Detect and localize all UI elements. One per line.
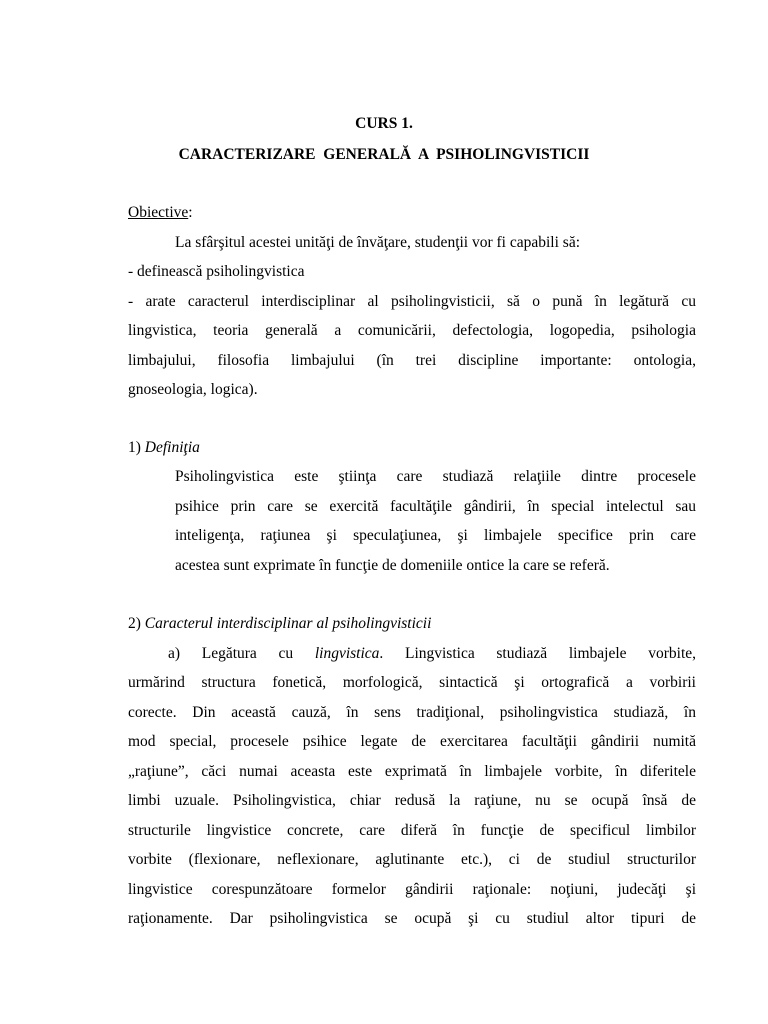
section-1-title: Definiţia <box>144 439 200 456</box>
document-title: CARACTERIZARE GENERALĂ A PSIHOLINGVISTICII <box>178 146 590 163</box>
objectives-intro: La sfârşitul acestei unităţi de învăţare, studenţii vor fi capabili să: <box>175 234 581 251</box>
subsection-a-prefix: a) Legătura cu <box>168 645 315 662</box>
subsection-a-rest: . Lingvistica studiază limbajele vorbite, <box>379 645 697 662</box>
body-line: mod special, procesele psihice legate de exercitarea facultăţii gândirii numită <box>128 733 696 750</box>
body-line: lingvistice corespunzătoare formelor gândirii raţionale: noţiuni, judecăţi şi <box>128 881 696 898</box>
section-1-number: 1) <box>128 439 145 456</box>
objective-item: gnoseologia, logica). <box>128 381 258 398</box>
objective-item: lingvistica, teoria generală a comunicării, defectologia, logopedia, psihologia <box>128 322 696 339</box>
objectives-colon: : <box>188 204 193 221</box>
definition-line: psihice prin care se exercită facultăţile gândirii, în special intelectul sau <box>175 498 696 515</box>
objective-item: limbajului, filosofia limbajului (în trei discipline importante: ontologia, <box>128 352 696 369</box>
section-2-title: Caracterul interdisciplinar al psiholingvisticii <box>144 615 432 632</box>
definition-line: acestea sunt exprimate în funcţie de domeniile ontice la care se referă. <box>175 557 610 574</box>
subsection-a-line <box>168 644 696 664</box>
section-1-heading <box>128 438 200 458</box>
body-line: vorbite (flexionare, neflexionare, aglutinante etc.), ci de studiul structurilor <box>128 851 696 868</box>
body-line: corecte. Din această cauză, în sens tradiţional, psiholingvistica studiază, în <box>128 704 696 721</box>
course-number: CURS 1. <box>355 115 413 132</box>
definition-line: inteligenţa, raţiunea şi speculaţiunea, şi limbajele specifice prin care <box>175 527 696 544</box>
body-line: urmărind structura fonetică, morfologică, sintactică şi ortografică a vorbirii <box>128 674 696 691</box>
definition-line: Psiholingvistica este ştiinţa care studiază relaţiile dintre procesele <box>175 468 696 485</box>
body-line: limbi uzuale. Psiholingvistica, chiar redusă la raţiune, nu se ocupă însă de <box>128 792 696 809</box>
body-line: structurile lingvistice concrete, care diferă în funcţie de specificul limbilor <box>128 822 696 839</box>
section-2-heading <box>128 614 431 634</box>
objective-item: - arate caracterul interdisciplinar al psiholingvisticii, să o pună în legătură cu <box>128 293 696 310</box>
section-2-number: 2) <box>128 615 145 632</box>
subsection-a-term: lingvistica <box>314 645 380 662</box>
body-line: „raţiune”, căci numai aceasta este exprimată în limbajele vorbite, în diferitele <box>128 763 696 780</box>
objectives-label: Obiective <box>128 204 189 221</box>
objective-item: - definească psiholingvistica <box>128 263 305 280</box>
body-line: raţionamente. Dar psiholingvistica se ocupă şi cu studiul altor tipuri de <box>128 910 696 927</box>
objectives-heading <box>128 203 193 223</box>
